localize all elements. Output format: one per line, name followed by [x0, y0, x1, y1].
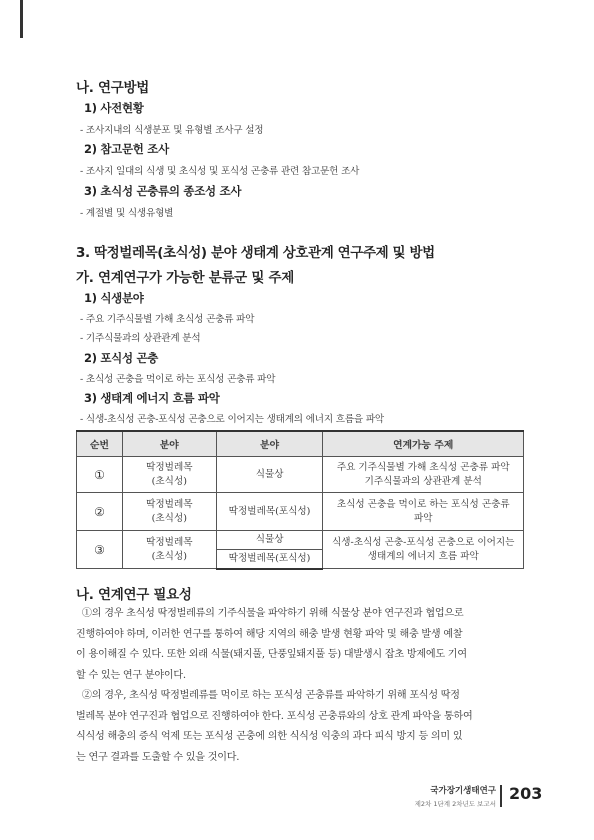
field-cell: 딱정벌레목 (초식성) — [122, 531, 216, 569]
paragraph-line: ②의 경우, 초식성 딱정벌레류를 먹이로 하는 포식성 곤충류를 파악하기 위해 포식성 딱정 — [76, 690, 460, 701]
table-header-row — [77, 431, 524, 457]
field-cell: 식물상 — [216, 531, 323, 550]
table-row — [77, 531, 524, 550]
paragraph-line: 이 용이해질 수 있다. 또한 외래 식물(돼지풀, 단풍잎돼지풀 등) 대발생시 잡초 방제에도 기여 — [76, 649, 467, 660]
row-number: ① — [77, 457, 123, 493]
field-cell: 딱정벌레목(포식성) — [216, 493, 323, 531]
field-cell: 딱정벌레목(포식성) — [216, 550, 323, 569]
section-heading-methods: 나. 연구방법 — [76, 80, 149, 96]
top-margin-line — [20, 0, 23, 38]
row-number: ③ — [77, 531, 123, 569]
subheading-pre-survey: 1) 사전현황 — [84, 101, 144, 115]
paragraph-line: 할 수 있는 연구 분야이다. — [76, 669, 186, 681]
table-header-cell: 연계가능 주제 — [323, 431, 524, 457]
subheading-literature: 2) 참고문헌 조사 — [84, 142, 169, 156]
topic-cell: 주요 기주식물별 가해 초식성 곤충류 파악 기주식물과의 상관관계 분석 — [323, 457, 524, 493]
row-number: ② — [77, 493, 123, 531]
list-item: - 계절별 및 식생유형별 — [80, 208, 174, 219]
section-heading-3: 3. 딱정벌레목(초식성) 분야 생태계 상호관계 연구주제 및 방법 — [76, 245, 435, 261]
paragraph-2 — [76, 686, 524, 768]
topic-cell: 식생-초식성 곤충-포식성 곤충으로 이어지는 생태계의 에너지 흐름 파악 — [323, 531, 524, 569]
table-row — [77, 493, 524, 531]
paragraph-line: ①의 경우 초식성 딱정벌레류의 기주식물을 파악하기 위해 식물상 분야 연구진과 협업으로 — [76, 608, 464, 619]
list-item: - 조사지내의 식생분포 및 유형별 조사구 설정 — [80, 125, 264, 136]
table-row — [77, 457, 524, 493]
table-header-cell: 분야 — [122, 431, 216, 457]
list-item: - 식생-초식성 곤충-포식성 곤충으로 이어지는 생태계의 에너지 흐름을 파악 — [80, 414, 384, 425]
list-item: - 주요 기주식물별 가해 초식성 곤충류 파악 — [80, 314, 255, 325]
paragraph-line: 식식성 해충의 증식 억제 또는 포식성 곤충에 의한 식식성 익충의 과다 피식 방지 등 의미 있 — [76, 731, 463, 742]
field-cell: 식물상 — [216, 457, 323, 493]
field-cell: 딱정벌레목 (초식성) — [122, 457, 216, 493]
paragraph-line: 벌레목 분야 연구진과 협업으로 진행하여야 한다. 포식성 곤충류와의 상호 관계 파악을 통하여 — [76, 710, 473, 722]
page-number: 203 — [509, 784, 543, 803]
footer-report-title: 국가장기생태연구 — [430, 786, 496, 796]
footer-divider — [500, 785, 502, 807]
field-cell: 딱정벌레목 (초식성) — [122, 493, 216, 531]
table-header-cell: 순번 — [77, 431, 123, 457]
subheading-predatory: 2) 포식성 곤충 — [84, 351, 159, 365]
table-header-cell: 분야 — [216, 431, 323, 457]
paragraph-line: 는 연구 결과를 도출할 수 있을 것이다. — [76, 751, 240, 763]
section-heading-ga: 가. 연계연구가 가능한 분류군 및 주제 — [76, 270, 294, 286]
subheading-species-composition: 3) 초식성 곤충류의 종조성 조사 — [84, 184, 242, 198]
subheading-vegetation: 1) 식생분야 — [84, 291, 144, 305]
list-item: - 조사지 일대의 식생 및 초식성 및 포식성 곤충류 관련 참고문헌 조사 — [80, 166, 360, 177]
footer-report-subtitle: 제2차 1단계 2차년도 보고서 — [414, 800, 496, 808]
paragraph-1 — [76, 604, 524, 686]
research-topics-table — [76, 430, 524, 570]
paragraph-line: 진행하여야 하며, 이러한 연구를 통하여 해당 지역의 해충 발생 현황 파악 및 해충 발생 예찰 — [76, 628, 463, 640]
subheading-energy-flow: 3) 생태계 에너지 흐름 파악 — [84, 391, 220, 405]
list-item: - 초식성 곤충을 먹이로 하는 포식성 곤충류 파악 — [80, 374, 276, 385]
section-heading-necessity: 나. 연계연구 필요성 — [76, 587, 192, 603]
list-item: - 기주식물과의 상관관계 분석 — [80, 333, 201, 344]
topic-cell: 초식성 곤충을 먹이로 하는 포식성 곤충류 파악 — [323, 493, 524, 531]
